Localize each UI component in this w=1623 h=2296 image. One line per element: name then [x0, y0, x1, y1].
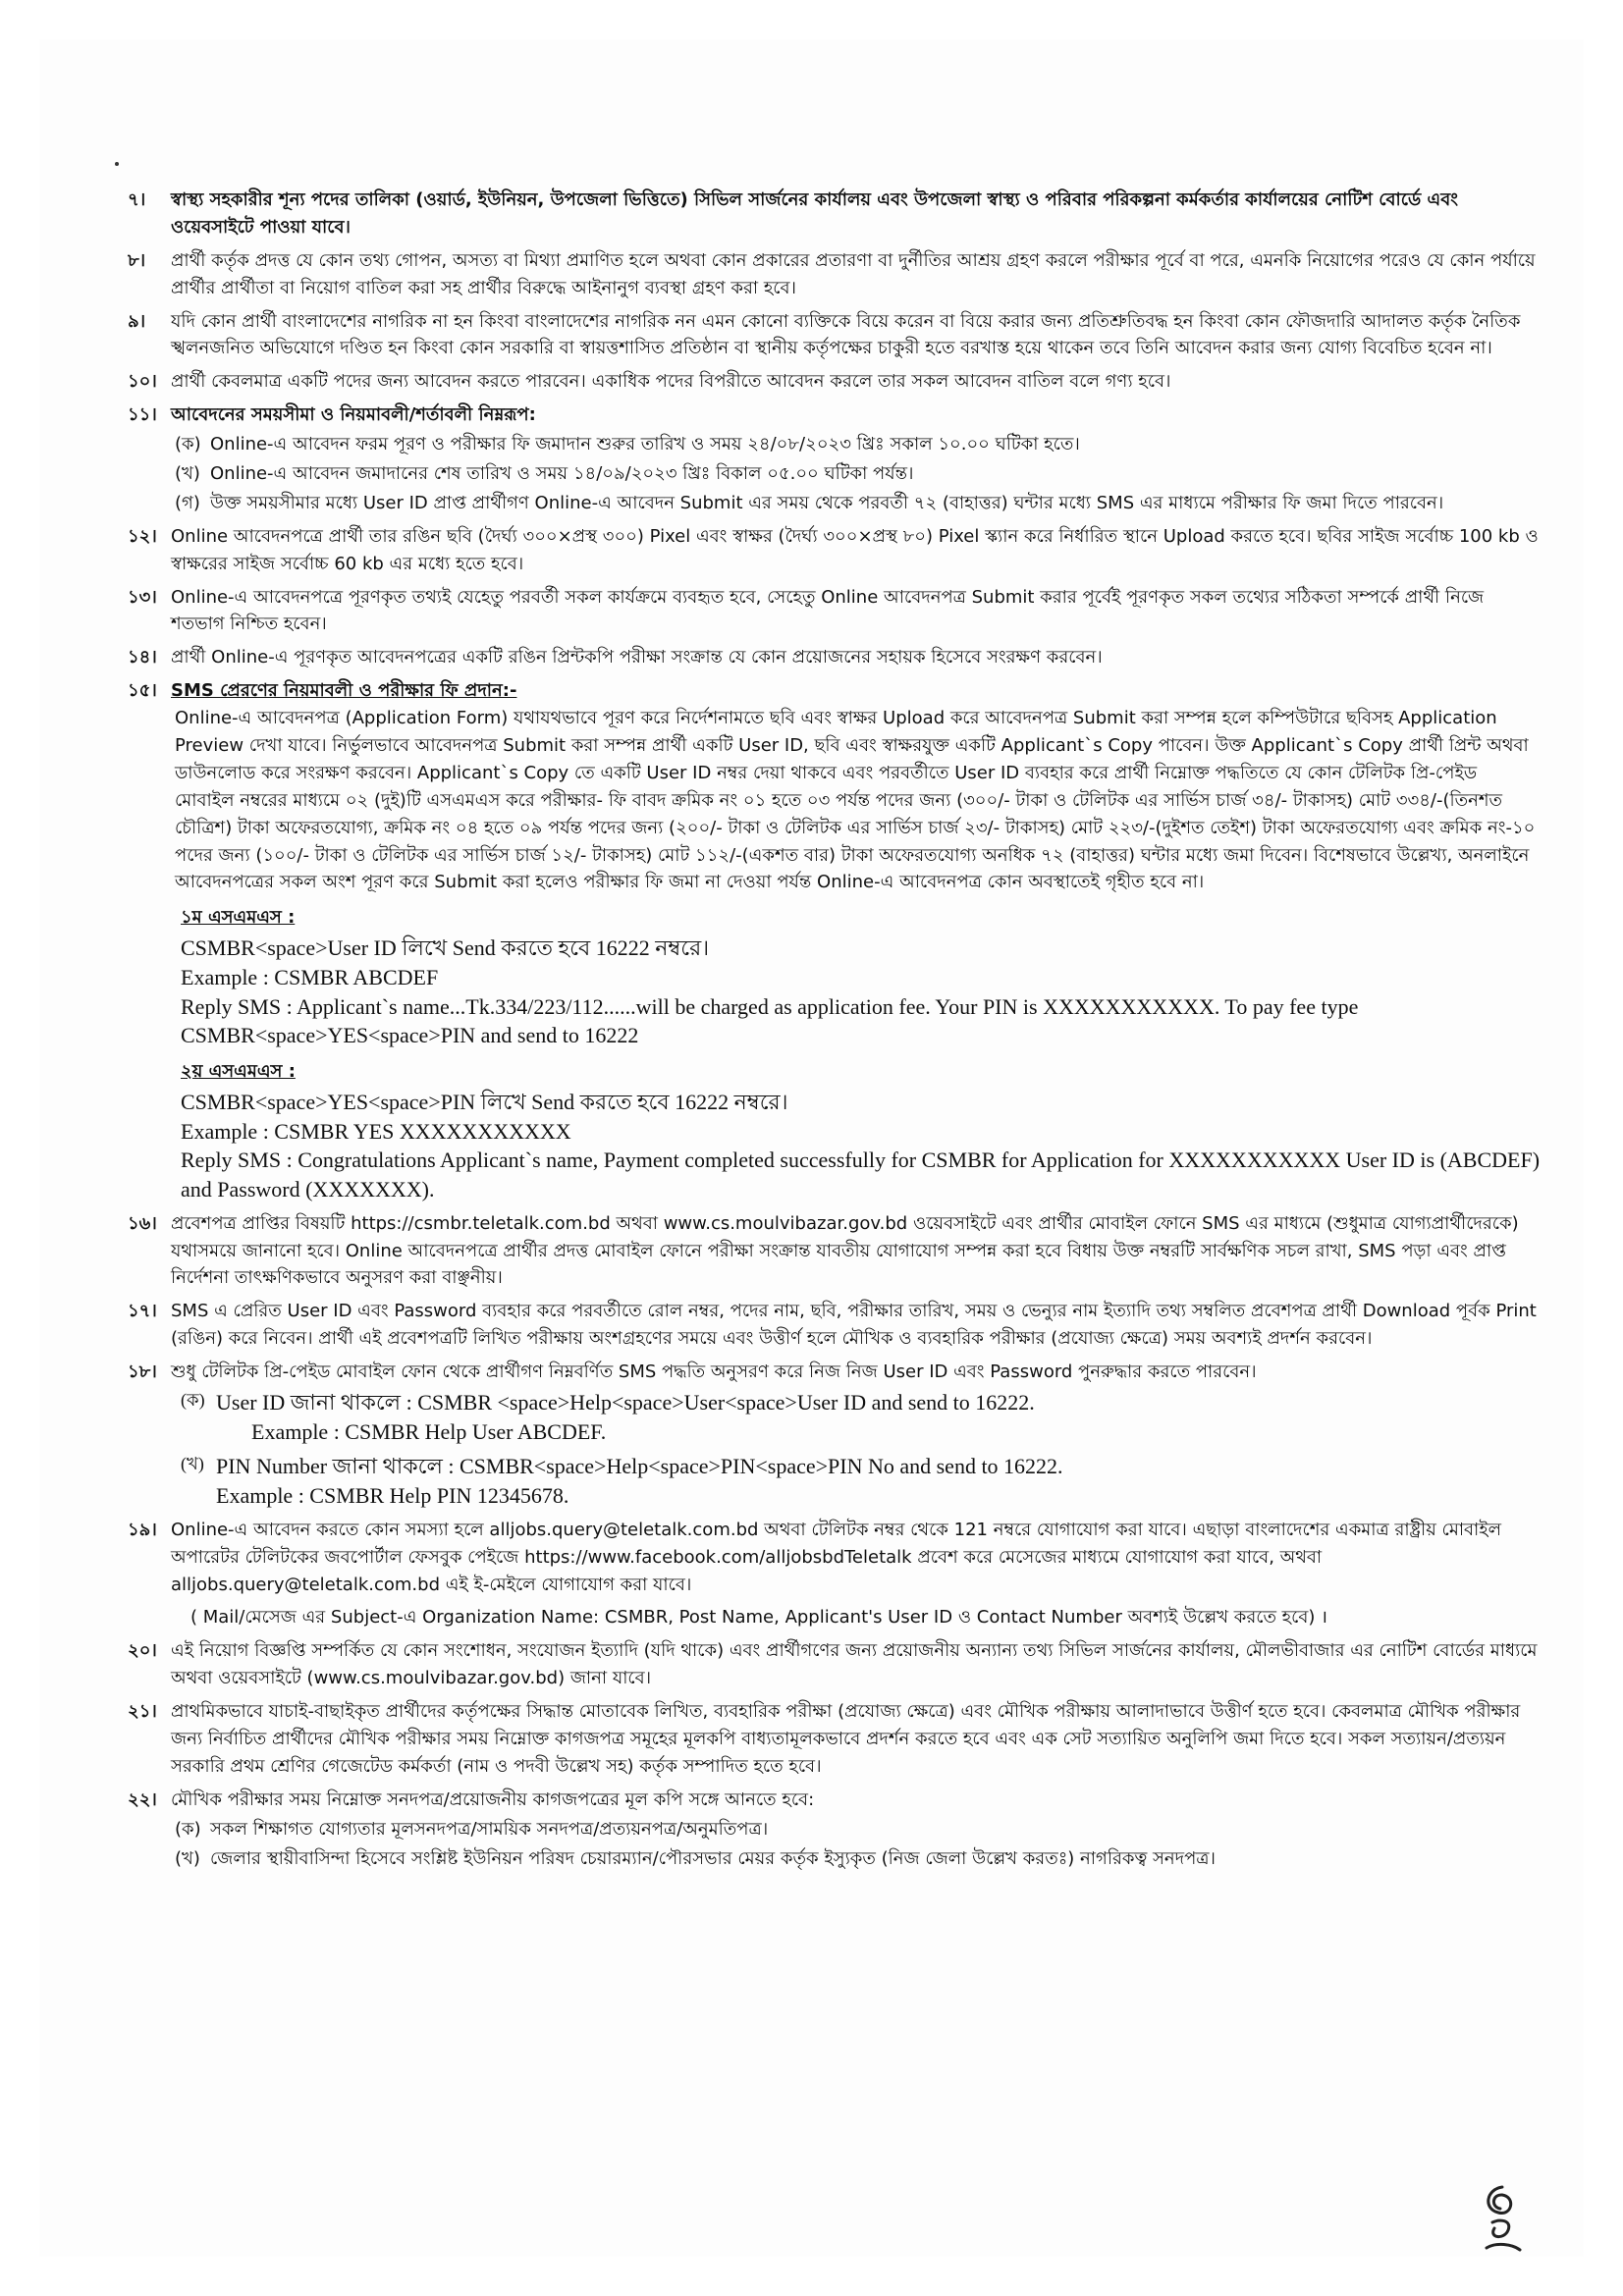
sms1-block — [181, 934, 1542, 1050]
recover-pin-example: Example : CSMBR Help PIN 12345678. — [216, 1483, 569, 1509]
item-text: প্রার্থী কেবলমাত্র একটি পদের জন্য আবেদন করতে পারবেন। একাধিক পদের বিপরীতে আবেদন করলে তার সকল আবেদন বাতিল বলে গণ্য হবে। — [171, 371, 1171, 393]
item-body: Online-এ আবেদনপত্র (Application Form) যথাযথভাবে পূরণ করে নির্দেশনামতে ছবি এবং স্বাক্ষর Upload করে আবেদনপত্র Submit করা সম্পন্ন হলে কম্পিউটারে ছবিসহ Application Preview দেখা যাবে। নির্ভুলভাবে আবেদনপত্র Submit করা সম্পন্ন প্রার্থী একটি User ID, ছবি এবং স্বাক্ষরযুক্ত একটি Applicant`s Copy পাবেন। উক্ত Applicant`s Copy প্রার্থী প্রিন্ট অথবা ডাউনলোড করে সংরক্ষণ করবেন। Applicant`s Copy তে একটি User ID নম্বর দেয়া থাকবে এবং পরবর্তীতে User ID ব্যবহার করে প্রার্থী নিম্নোক্ত পদ্ধতিতে যে কোন টেলিটক প্রি-পেইড মোবাইল নম্বরের মাধ্যমে ০২ (দুই)টি এসএমএস করে পরীক্ষার- ফি বাবদ ক্রমিক নং ০১ হতে ০৩ পর্যন্ত পদের জন্য (৩০০/- টাকা ও টেলিটক এর সার্ভিস চার্জ ৩৪/- টাকাসহ) মোট ৩৩৪/-(তিনশত চৌত্রিশ) টাকা অফেরতযোগ্য, ক্রমিক নং ০৪ হতে ০৯ পর্যন্ত পদের জন্য (২০০/- টাকা ও টেলিটক এর সার্ভিস চার্জ ২৩/- টাকাসহ) মোট ২২৩/-(দুইশত তেইশ) টাকা অফেরতযোগ্য এবং ক্রমিক নং-১০ পদের জন্য (১০০/- টাকা ও টেলিটক এর সার্ভিস চার্জ ১২/- টাকাসহ) মোট ১১২/-(একশত বার) টাকা অফেরতযোগ্য অনধিক ৭২ (বাহাত্তর) ঘন্টার মধ্যে জমা দিবেন। বিশেষভাবে উল্লেখ্য, অনলাইনে আবেদনপত্রের সকল অংশ পূরণ করে Submit করা হলেও পরীক্ষার ফি জমা না দেওয়া পর্যন্ত Online-এ আবেদনপত্র কোন অবস্থাতেই গৃহীত হবে না। — [175, 708, 1536, 893]
sms2-block — [181, 1088, 1542, 1204]
item-text: প্রার্থী কর্তৃক প্রদত্ত যে কোন তথ্য গোপন, অসত্য বা মিথ্যা প্রমাণিত হলে অথবা কোন প্রকারের প্রতারণা বা দুর্নীতির আশ্রয় গ্রহণ করলে পরীক্ষার পূর্বে বা পরে, এমনকি নিয়োগের পরেও যে কোন পর্যায়ে প্রার্থীর প্রার্থীতা বা নিয়োগ বাতিল করা সহ প্রার্থীর বিরুদ্ধে আইনানুগ ব্যবস্থা গ্রহণ করা হবে। — [171, 249, 1536, 298]
sms2-heading: ২য় এসএমএস : — [181, 1061, 296, 1083]
sms1-reply: Reply SMS : Applicant`s name...Tk.334/223/112......will be charged as application fee. Your PIN is XXXXXXXXXXX. To pay fee type CSMBR<space>YES<space>PIN and send to 16222 — [181, 993, 1359, 1048]
item-note: ( Mail/মেসেজ এর Subject-এ Organization Name: CSMBR, Post Name, Applicant's User ID ও Contact Number অবশ্যই উল্লেখ করতে হবে) । — [190, 1607, 1327, 1629]
item-19 — [128, 1517, 1542, 1632]
sub-mark: (ক) — [175, 1818, 201, 1840]
item-number: ১৯। — [128, 1519, 157, 1540]
item-text: প্রাথমিকভাবে যাচাই-বাছাইকৃত প্রার্থীদের কর্তৃপক্ষের সিদ্ধান্ত মোতাবেক লিখিত, ব্যবহারিক পরীক্ষা (প্রযোজ্য ক্ষেত্রে) এবং মৌখিক পরীক্ষায় আলাদাভাবে উত্তীর্ণ হতে হবে। কেবলমাত্র মৌখিক পরীক্ষার জন্য নির্বাচিত প্রার্থীদের মৌখিক পরীক্ষার সময় নিম্নোক্ত কাগজপত্র সমূহের মূলকপি বাধ্যতামূলকভাবে প্রদর্শন করতে হবে এবং এক সেট সত্যায়িত অনুলিপি জমা দিতে হবে। সকল সত্যায়ন/প্রত্যয়ন সরকারি প্রথম শ্রেণির গেজেটেড কর্মকর্তা (নাম ও পদবী উল্লেখ সহ) কর্তৃক সম্পাদিত হতে হবে। — [171, 1701, 1521, 1777]
item-text: প্রার্থী Online-এ পূরণকৃত আবেদনপত্রের একটি রঙিন প্রিন্টকপি পরীক্ষা সংক্রান্ত যে কোন প্রয়োজনের সহায়ক হিসেবে সংরক্ষণ করবেন। — [171, 647, 1103, 668]
sms2-format: CSMBR<space>YES<space>PIN লিখে Send করতে হবে 16222 নম্বরে। — [181, 1089, 788, 1114]
item-number: ১৩। — [128, 586, 157, 608]
handwritten-signature — [1473, 2179, 1532, 2258]
item-number: ১৬। — [128, 1212, 157, 1234]
item-13 — [128, 584, 1542, 639]
sms1-heading: ১ম এসএমএস : — [181, 907, 296, 929]
sub-item-ka — [181, 1388, 1542, 1446]
item-text: Online-এ আবেদনপত্রে পূরণকৃত তথ্যই যেহেতু পরবর্তী সকল কার্যক্রমে ব্যবহৃত হবে, সেহেতু Online আবেদনপত্র Submit করার পূর্বেই পূরণকৃত সকল তথ্যের সঠিকতা সম্পর্কে প্রার্থী নিজে শতভাগ নিশ্চিত হবেন। — [171, 586, 1485, 635]
sub-text: Online-এ আবেদন ফরম পূরণ ও পরীক্ষার ফি জমাদান শুরুর তারিখ ও সময় ২৪/০৮/২০২৩ খ্রিঃ সকাল ১০.০০ ঘটিকা হতে। — [210, 434, 1080, 455]
item-number: ১৮। — [128, 1362, 157, 1383]
recover-userid-format: User ID জানা থাকলে : CSMBR <space>Help<space>User<space>User ID and send to 16222. — [216, 1390, 1035, 1415]
item-text: Online আবেদনপত্রে প্রার্থী তার রঙিন ছবি (দৈর্ঘ্য ৩০০×প্রস্থ ৩০০) Pixel এবং স্বাক্ষর (দৈর্ঘ্য ৩০০×প্রস্থ ৮০) Pixel স্ক্যান করে নির্ধারিত স্থানে Upload করতে হবে। ছবির সাইজ সর্বোচ্চ 100 kb ও স্বাক্ষরের সাইজ সর্বোচ্চ 60 kb এর মধ্যে হতে হবে। — [171, 525, 1539, 574]
item-title: আবেদনের সময়সীমা ও নিয়মাবলী/শর্তাবলী নিম্নরূপ: — [171, 404, 536, 426]
item-number: ৭। — [128, 189, 146, 210]
item-12 — [128, 523, 1542, 578]
item-text: SMS এ প্রেরিত User ID এবং Password ব্যবহার করে পরবর্তীতে রোল নম্বর, পদের নাম, ছবি, পরীক্ষার তারিখ, সময় ও ভেন্যুর নাম ইত্যাদি তথ্য সম্বলিত প্রবেশপত্র প্রার্থী Download পূর্বক Print (রঙিন) করে নিবেন। প্রার্থী এই প্রবেশপত্রটি লিখিত পরীক্ষায় অংশগ্রহণের সময়ে এবং উত্তীর্ণ হলে মৌখিক ও ব্যবহারিক পরীক্ষার (প্রযোজ্য ক্ষেত্রে) সময় অবশ্যই প্রদর্শন করবেন। — [171, 1301, 1537, 1350]
item-text: মৌখিক পরীক্ষার সময় নিম্নোক্ত সনদপত্র/প্রয়োজনীয় কাগজপত্রের মূল কপি সঙ্গে আনতে হবে: — [171, 1789, 815, 1810]
scan-speck — [115, 162, 119, 166]
item-14 — [128, 644, 1542, 671]
item-15 — [128, 677, 1542, 1203]
recover-pin-format: PIN Number জানা থাকলে : CSMBR<space>Help<space>PIN<space>PIN No and send to 16222. — [216, 1454, 1063, 1479]
item-7 — [128, 187, 1542, 241]
item-22 — [128, 1787, 1542, 1873]
sub-mark: (খ) — [175, 1847, 200, 1869]
item-number: ৮। — [128, 249, 146, 271]
item-number: ১৫। — [128, 680, 157, 702]
sub-item-ka — [175, 1816, 1542, 1843]
item-text: শুধু টেলিটক প্রি-পেইড মোবাইল ফোন থেকে প্রার্থীগণ নিম্নবর্ণিত SMS পদ্ধতি অনুসরণ করে নিজ নিজ User ID এবং Password পুনরুদ্ধার করতে পারবেন। — [171, 1362, 1257, 1383]
sub-mark: (গ) — [175, 492, 200, 513]
sub-text: সকল শিক্ষাগত যোগ্যতার মূলসনদপত্র/সাময়িক সনদপত্র/প্রত্যয়নপত্র/অনুমতিপত্র। — [210, 1818, 769, 1840]
item-text: Online-এ আবেদন করতে কোন সমস্যা হলে alljobs.query@teletalk.com.bd অথবা টেলিটক নম্বর থেকে 121 নম্বরে যোগাযোগ করা যাবে। এছাড়া বাংলাদেশের একমাত্র রাষ্ট্রীয় মোবাইল অপারেটর টেলিটকের জবপোর্টাল ফেসবুক পেইজে https://www.facebook.com/alljobsbdTeletalk প্রবেশ করে মেসেজের মাধ্যমে যোগাযোগ করা যাবে, অথবা alljobs.query@teletalk.com.bd এই ই-মেইলে যোগাযোগ করা যাবে। — [171, 1519, 1502, 1595]
item-title: SMS প্রেরণের নিয়মাবলী ও পরীক্ষার ফি প্রদান:- — [171, 680, 517, 702]
item-text: প্রবেশপত্র প্রাপ্তির বিষয়টি https://csmbr.teletalk.com.bd অথবা www.cs.moulvibazar.gov.bd ওয়েবসাইটে এবং প্রার্থীর মোবাইল ফোনে SMS এর মাধ্যমে (শুধুমাত্র যোগ্যপ্রার্থীদেরকে) যথাসময়ে জানানো হবে। Online আবেদনপত্রে প্রার্থীর প্রদত্ত মোবাইল ফোনে পরীক্ষা সংক্রান্ত যাবতীয় যোগাযোগ সম্পন্ন করা হবে বিধায় উক্ত নম্বরটি সার্বক্ষণিক সচল রাখা, SMS পড়া এবং প্রাপ্ত নির্দেশনা তাৎক্ষণিকভাবে অনুসরণ করা বাঞ্ছনীয়। — [171, 1212, 1519, 1289]
sub-text: জেলার স্থায়ীবাসিন্দা হিসেবে সংশ্লিষ্ট ইউনিয়ন পরিষদ চেয়ারম্যান/পৌরসভার মেয়র কর্তৃক ইস্যুকৃত (নিজ জেলা উল্লেখ করতঃ) নাগরিকত্ব সনদপত্র। — [210, 1847, 1216, 1869]
sub-item-kha — [175, 1845, 1542, 1873]
item-number: ২০। — [128, 1640, 157, 1662]
sms1-format: CSMBR<space>User ID লিখে Send করতে হবে 16222 নম্বরে। — [181, 935, 710, 961]
sub-item-ga — [175, 490, 1542, 517]
document-page — [39, 39, 1584, 2257]
item-number: ১৪। — [128, 647, 157, 668]
item-21 — [128, 1698, 1542, 1781]
item-10 — [128, 368, 1542, 396]
item-number: ২২। — [128, 1789, 157, 1810]
item-11 — [128, 401, 1542, 517]
sub-mark: (ক) — [181, 1390, 205, 1410]
sms2-example: Example : CSMBR YES XXXXXXXXXXX — [181, 1118, 571, 1144]
item-number: ১২। — [128, 525, 157, 547]
sub-item-kha — [175, 460, 1542, 488]
document-content — [128, 187, 1542, 1878]
item-18 — [128, 1359, 1542, 1511]
sub-text: উক্ত সময়সীমার মধ্যে User ID প্রাপ্ত প্রার্থীগণ Online-এ আবেদন Submit এর সময় থেকে পরবর্তী ৭২ (বাহাত্তর) ঘন্টার মধ্যে SMS এর মাধ্যমে পরীক্ষার ফি জমা দিতে পারবেন। — [210, 492, 1444, 513]
item-number: ৯। — [128, 310, 146, 332]
item-8 — [128, 247, 1542, 302]
sub-item-kha — [181, 1452, 1542, 1510]
sms1-example: Example : CSMBR ABCDEF — [181, 964, 439, 989]
item-number: ১৭। — [128, 1301, 157, 1322]
item-number: ১১। — [128, 404, 157, 426]
item-number: ২১। — [128, 1701, 157, 1723]
sub-item-ka — [175, 431, 1542, 458]
item-number: ১০। — [128, 371, 157, 393]
sub-mark: (ক) — [175, 434, 201, 455]
item-text: স্বাস্থ্য সহকারীর শূন্য পদের তালিকা (ওয়ার্ড, ইউনিয়ন, উপজেলা ভিত্তিতে) সিভিল সার্জনের কার্যালয় এবং উপজেলা স্বাস্থ্য ও পরিবার পরিকল্পনা কর্মকর্তার কার্যালয়ের নোটিশ বোর্ডে এবং ওয়েবসাইটে পাওয়া যাবে। — [171, 189, 1458, 238]
item-16 — [128, 1210, 1542, 1293]
item-20 — [128, 1637, 1542, 1692]
sms2-reply: Reply SMS : Congratulations Applicant`s name, Payment completed successfully for CSMBR for Application for XXXXXXXXXXX User ID is (ABCDEF) and Password (XXXXXXX). — [181, 1148, 1541, 1201]
item-9 — [128, 308, 1542, 363]
recover-userid-example: Example : CSMBR Help User ABCDEF. — [251, 1418, 607, 1444]
item-text: যদি কোন প্রার্থী বাংলাদেশের নাগরিক না হন কিংবা বাংলাদেশের নাগরিক নন এমন কোনো ব্যক্তিকে বিয়ে করেন বা বিয়ে করার জন্য প্রতিশ্রুতিবদ্ধ হন কিংবা কোন ফৌজদারি আদালত কর্তৃক নৈতিক স্খলনজনিত অভিযোগে দণ্ডিত হন কিংবা কোন সরকারি বা স্বায়ত্তশাসিত প্রতিষ্ঠান বা স্থানীয় কর্তৃপক্ষের চাকুরী হতে বরখাস্ত হয়ে থাকেন তবে তিনি আবেদন করার জন্য যোগ্য বিবেচিত হবেন না। — [171, 310, 1521, 359]
sub-mark: (খ) — [181, 1454, 204, 1474]
sub-mark: (খ) — [175, 463, 200, 485]
item-text: এই নিয়োগ বিজ্ঞপ্তি সম্পর্কিত যে কোন সংশোধন, সংযোজন ইত্যাদি (যদি থাকে) এবং প্রার্থীগণের জন্য প্রয়োজনীয় অন্যান্য তথ্য সিভিল সার্জনের কার্যালয়, মৌলভীবাজার এর নোটিশ বোর্ডের মাধ্যমে অথবা ওয়েবসাইটে (www.cs.moulvibazar.gov.bd) জানা যাবে। — [171, 1640, 1538, 1689]
item-17 — [128, 1298, 1542, 1353]
sub-text: Online-এ আবেদন জমাদানের শেষ তারিখ ও সময় ১৪/০৯/২০২৩ খ্রিঃ বিকাল ০৫.০০ ঘটিকা পর্যন্ত। — [210, 463, 914, 485]
